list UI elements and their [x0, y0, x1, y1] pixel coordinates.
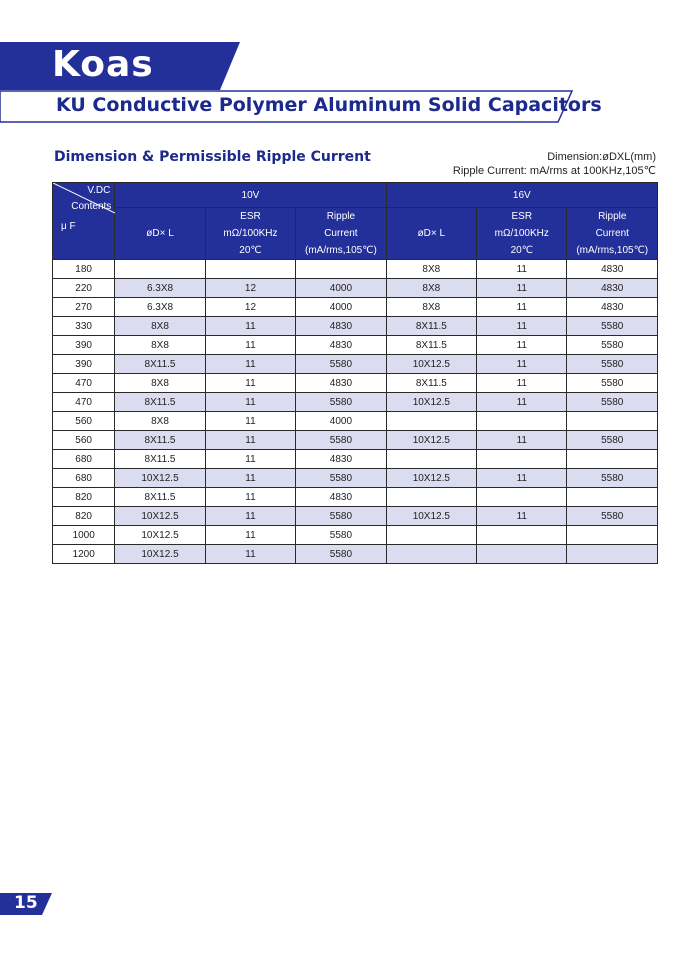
- table-row: [53, 431, 658, 450]
- ripple-10v-value: 5580: [329, 529, 353, 541]
- ripple-16v-cell: [567, 317, 658, 336]
- esr-16v-value: 11: [516, 396, 527, 408]
- capacitance-value: 820: [75, 491, 92, 503]
- ripple-16v-cell: [567, 469, 658, 488]
- esr-16v-cell: [477, 545, 567, 564]
- capacitance-cell: [53, 545, 115, 564]
- capacitance-value: 470: [75, 396, 92, 408]
- dim-16v-cell: [386, 393, 476, 412]
- capacitance-value: 820: [75, 510, 92, 522]
- ripple-10v-value: 4830: [329, 491, 353, 503]
- dim-10v-value: 8X8: [151, 320, 169, 332]
- capacitance-value: 220: [75, 282, 92, 294]
- dim-16v-value: 10X12.5: [412, 358, 450, 370]
- dim-16v-value: 10X12.5: [412, 396, 450, 408]
- esr-10v-cell: [205, 317, 295, 336]
- esr-10v-cell: [205, 298, 295, 317]
- capacitance-value: 680: [75, 472, 92, 484]
- ripple-16v-value: 5580: [601, 377, 624, 389]
- ripple-10v-cell: [296, 469, 386, 488]
- ripple-10v-value: 4000: [329, 415, 353, 427]
- esr-16v-value: 11: [516, 358, 527, 370]
- dim-16v-cell: [386, 431, 476, 450]
- dim-16v-cell: [386, 469, 476, 488]
- ripple-10v-value: 4000: [329, 301, 353, 313]
- esr-10v-value: 11: [245, 358, 256, 370]
- ripple-16v-cell: [567, 526, 658, 545]
- dim-10v-cell: [115, 317, 205, 336]
- uf-label: μ F: [61, 221, 76, 232]
- table-row: [53, 317, 658, 336]
- dim-10v-value: 10X12.5: [141, 472, 179, 484]
- ripple-header-line1: Ripple: [326, 211, 356, 222]
- ripple-10v-value: 4000: [329, 282, 353, 294]
- ripple-header-line1: Ripple: [598, 211, 627, 222]
- capacitance-cell: [53, 260, 115, 279]
- ripple-10v-cell: [296, 336, 386, 355]
- esr-header: [477, 208, 567, 260]
- esr-16v-cell: [477, 260, 567, 279]
- ripple-header-line2: Current: [595, 228, 629, 239]
- dim-10v-cell: [115, 545, 205, 564]
- capacitance-cell: [53, 450, 115, 469]
- capacitance-value: 680: [75, 453, 92, 465]
- ripple-10v-cell: [296, 412, 386, 431]
- capacitance-value: 390: [75, 339, 92, 351]
- esr-header-line2: mΩ/100KHz: [494, 228, 549, 239]
- esr-10v-value: 11: [245, 415, 256, 427]
- ripple-16v-cell: [567, 355, 658, 374]
- ripple-10v-cell: [296, 298, 386, 317]
- ripple-10v-value: 5580: [329, 358, 353, 370]
- dim-16v-cell: [386, 298, 476, 317]
- ripple-10v-cell: [296, 260, 386, 279]
- ripple-header: [567, 208, 658, 260]
- dim-16v-cell: [386, 260, 476, 279]
- esr-16v-cell: [477, 374, 567, 393]
- voltage-group-16v: 16V: [386, 183, 657, 208]
- esr-10v-cell: [205, 507, 295, 526]
- ripple-10v-value: 4830: [329, 339, 353, 351]
- ripple-16v-value: 5580: [601, 396, 624, 408]
- esr-16v-cell: [477, 450, 567, 469]
- ripple-10v-value: 5580: [329, 548, 353, 560]
- dim-16v-value: 8X8: [422, 301, 441, 313]
- capacitance-cell: [53, 526, 115, 545]
- capacitance-cell: [53, 507, 115, 526]
- esr-16v-cell: [477, 336, 567, 355]
- dim-10v-cell: [115, 507, 205, 526]
- ripple-16v-cell: [567, 507, 658, 526]
- capacitance-cell: [53, 393, 115, 412]
- ripple-16v-value: 5580: [601, 339, 624, 351]
- dim-10v-value: 8X8: [151, 339, 169, 351]
- capacitance-value: 330: [75, 320, 92, 332]
- esr-10v-cell: [205, 431, 295, 450]
- esr-16v-cell: [477, 431, 567, 450]
- corner-header: [53, 183, 115, 260]
- capacitance-value: 1200: [72, 548, 95, 560]
- esr-16v-value: 11: [516, 472, 527, 484]
- dim-10v-value: 10X12.5: [141, 548, 179, 560]
- dim-16v-value: 8X8: [422, 263, 441, 275]
- dim-16v-cell: [386, 545, 476, 564]
- table-row: [53, 507, 658, 526]
- ripple-16v-value: 5580: [601, 510, 624, 522]
- esr-10v-cell: [205, 374, 295, 393]
- ripple-16v-cell: [567, 545, 658, 564]
- ripple-10v-value: 5580: [329, 510, 353, 522]
- table-row: [53, 393, 658, 412]
- esr-16v-value: 11: [516, 320, 527, 332]
- table-row: [53, 279, 658, 298]
- dim-10v-value: 8X11.5: [144, 434, 176, 446]
- ripple-10v-value: 5580: [329, 396, 353, 408]
- esr-16v-cell: [477, 507, 567, 526]
- table-row: [53, 298, 658, 317]
- dim-16v-cell: [386, 374, 476, 393]
- capacitance-value: 390: [75, 358, 92, 370]
- ripple-16v-cell: [567, 298, 658, 317]
- ripple-10v-cell: [296, 393, 386, 412]
- dim-16v-value: 10X12.5: [412, 434, 450, 446]
- dim-16v-cell: [386, 488, 476, 507]
- esr-16v-value: 11: [516, 263, 527, 275]
- esr-10v-value: 11: [245, 472, 256, 484]
- capacitance-cell: [53, 336, 115, 355]
- esr-10v-cell: [205, 545, 295, 564]
- dim-10v-value: 8X11.5: [144, 491, 176, 503]
- ripple-16v-cell: [567, 393, 658, 412]
- ripple-16v-cell: [567, 412, 658, 431]
- dim-10v-value: 10X12.5: [141, 529, 179, 541]
- esr-10v-value: 11: [245, 396, 256, 408]
- ripple-16v-value: 5580: [601, 472, 624, 484]
- dim-10v-cell: [115, 279, 205, 298]
- esr-10v-cell: [205, 260, 295, 279]
- ripple-10v-cell: [296, 355, 386, 374]
- esr-10v-value: 11: [245, 510, 256, 522]
- esr-10v-cell: [205, 450, 295, 469]
- capacitance-cell: [53, 469, 115, 488]
- ripple-10v-cell: [296, 526, 386, 545]
- table-row: [53, 526, 658, 545]
- ripple-10v-value: 5580: [329, 434, 353, 446]
- esr-10v-cell: [205, 488, 295, 507]
- ripple-10v-cell: [296, 545, 386, 564]
- esr-10v-value: 12: [244, 282, 257, 294]
- capacitance-value: 1000: [72, 529, 95, 541]
- dim-10v-cell: [115, 355, 205, 374]
- dim-10v-value: 8X8: [151, 377, 169, 389]
- esr-16v-value: 11: [516, 434, 527, 446]
- ripple-10v-cell: [296, 431, 386, 450]
- esr-16v-value: 11: [516, 510, 527, 522]
- esr-10v-cell: [205, 393, 295, 412]
- brand-logo-text: Koas: [52, 44, 154, 85]
- table-row: [53, 488, 658, 507]
- ripple-note: Ripple Current: mA/rms at 100KHz,105℃: [452, 165, 656, 177]
- ripple-16v-cell: [567, 279, 658, 298]
- dim-10v-value: 6.3X8: [146, 282, 174, 294]
- table-row: [53, 450, 658, 469]
- ripple-10v-value: 4830: [329, 377, 353, 389]
- dim-16v-value: 8X8: [422, 282, 441, 294]
- esr-16v-value: 11: [516, 282, 527, 294]
- ripple-16v-cell: [567, 374, 658, 393]
- capacitance-value: 560: [75, 415, 92, 427]
- ripple-10v-cell: [296, 450, 386, 469]
- section-title: Dimension & Permissible Ripple Current: [54, 149, 371, 165]
- ripple-16v-cell: [567, 260, 658, 279]
- dim-10v-cell: [115, 488, 205, 507]
- dim-10v-cell: [115, 469, 205, 488]
- esr-10v-value: 11: [245, 320, 256, 332]
- ripple-16v-value: 5580: [601, 320, 624, 332]
- dim-10v-value: 8X11.5: [144, 453, 176, 465]
- esr-10v-value: 11: [245, 529, 256, 541]
- spec-table: [52, 182, 658, 564]
- capacitance-cell: [53, 374, 115, 393]
- ripple-16v-cell: [567, 450, 658, 469]
- table-row: [53, 374, 658, 393]
- ripple-10v-cell: [296, 374, 386, 393]
- esr-10v-value: 11: [245, 434, 256, 446]
- esr-16v-cell: [477, 488, 567, 507]
- esr-16v-cell: [477, 526, 567, 545]
- dim-header: øD× L: [115, 208, 205, 260]
- esr-16v-cell: [477, 393, 567, 412]
- esr-10v-cell: [205, 279, 295, 298]
- esr-10v-cell: [205, 336, 295, 355]
- table-row: [53, 469, 658, 488]
- esr-10v-cell: [205, 412, 295, 431]
- dim-header: øD× L: [386, 208, 476, 260]
- voltage-group-10v: 10V: [115, 183, 386, 208]
- dim-16v-value: 10X12.5: [412, 510, 450, 522]
- esr-16v-value: 11: [516, 377, 527, 389]
- capacitance-value: 180: [75, 263, 92, 275]
- ripple-header-line2: Current: [324, 228, 358, 239]
- page-number: 15: [14, 893, 38, 913]
- table-row: [53, 336, 658, 355]
- dim-16v-value: 10X12.5: [412, 472, 450, 484]
- table-row: [53, 355, 658, 374]
- esr-10v-value: 11: [245, 453, 256, 465]
- table-row: [53, 545, 658, 564]
- dim-10v-value: 8X8: [151, 415, 169, 427]
- dim-10v-cell: [115, 260, 205, 279]
- ripple-16v-cell: [567, 431, 658, 450]
- esr-10v-cell: [205, 526, 295, 545]
- dim-16v-value: 8X11.5: [415, 377, 447, 389]
- table-row: [53, 412, 658, 431]
- esr-16v-cell: [477, 279, 567, 298]
- dim-16v-cell: [386, 450, 476, 469]
- esr-10v-value: 11: [245, 377, 256, 389]
- dim-10v-cell: [115, 374, 205, 393]
- esr-10v-value: 11: [245, 491, 256, 503]
- ripple-16v-cell: [567, 488, 658, 507]
- capacitance-cell: [53, 431, 115, 450]
- capacitance-cell: [53, 355, 115, 374]
- esr-10v-value: 12: [244, 301, 257, 313]
- esr-10v-value: 11: [245, 548, 256, 560]
- spec-table-body: [53, 260, 658, 564]
- dim-10v-cell: [115, 450, 205, 469]
- ripple-16v-value: 5580: [601, 434, 624, 446]
- dim-10v-value: 8X11.5: [144, 358, 176, 370]
- ripple-header-line3: (mA/rms,105℃): [576, 245, 649, 256]
- esr-10v-cell: [205, 469, 295, 488]
- dim-10v-value: 6.3X8: [146, 301, 174, 313]
- dim-16v-cell: [386, 279, 476, 298]
- ripple-16v-cell: [567, 336, 658, 355]
- dim-10v-cell: [115, 431, 205, 450]
- esr-16v-cell: [477, 469, 567, 488]
- ripple-header-line3: (mA/rms,105℃): [304, 245, 377, 256]
- esr-10v-cell: [205, 355, 295, 374]
- ripple-10v-cell: [296, 279, 386, 298]
- dim-10v-value: 10X12.5: [141, 510, 179, 522]
- esr-16v-cell: [477, 412, 567, 431]
- dim-16v-cell: [386, 336, 476, 355]
- esr-header-line3: 20℃: [239, 245, 262, 256]
- esr-16v-cell: [477, 298, 567, 317]
- dim-16v-value: 8X11.5: [415, 320, 447, 332]
- dim-16v-cell: [386, 526, 476, 545]
- esr-header-line1: ESR: [511, 211, 533, 222]
- dim-16v-cell: [386, 355, 476, 374]
- dim-10v-cell: [115, 298, 205, 317]
- dimension-note: Dimension:øDXL(mm): [547, 151, 656, 163]
- esr-header-line2: mΩ/100KHz: [223, 228, 278, 239]
- ripple-10v-cell: [296, 317, 386, 336]
- dim-16v-cell: [386, 507, 476, 526]
- dim-16v-cell: [386, 412, 476, 431]
- ripple-10v-value: 4830: [329, 320, 353, 332]
- dim-10v-cell: [115, 336, 205, 355]
- esr-10v-value: 11: [245, 339, 256, 351]
- ripple-16v-value: 5580: [601, 358, 624, 370]
- dim-16v-value: 8X11.5: [415, 339, 447, 351]
- contents-label: Contents: [71, 201, 112, 212]
- ripple-10v-cell: [296, 488, 386, 507]
- esr-header: [205, 208, 295, 260]
- esr-16v-value: 11: [516, 301, 527, 313]
- ripple-10v-value: 5580: [329, 472, 353, 484]
- dim-10v-cell: [115, 526, 205, 545]
- ripple-header: [296, 208, 386, 260]
- table-row: [53, 260, 658, 279]
- capacitance-cell: [53, 279, 115, 298]
- esr-16v-cell: [477, 355, 567, 374]
- esr-16v-value: 11: [516, 339, 527, 351]
- ripple-10v-cell: [296, 507, 386, 526]
- capacitance-value: 270: [75, 301, 92, 313]
- capacitance-cell: [53, 298, 115, 317]
- capacitance-cell: [53, 412, 115, 431]
- vdc-label: V.DC: [87, 185, 111, 196]
- capacitance-value: 560: [75, 434, 92, 446]
- ripple-16v-value: 4830: [601, 301, 624, 313]
- ripple-16v-value: 4830: [601, 282, 624, 294]
- dim-10v-cell: [115, 393, 205, 412]
- dim-10v-value: 8X11.5: [144, 396, 176, 408]
- dim-16v-cell: [386, 317, 476, 336]
- ripple-10v-value: 4830: [329, 453, 353, 465]
- esr-header-line1: ESR: [240, 211, 261, 222]
- page-title: KU Conductive Polymer Aluminum Solid Capacitors: [56, 94, 602, 116]
- capacitance-cell: [53, 317, 115, 336]
- esr-16v-cell: [477, 317, 567, 336]
- esr-header-line3: 20℃: [510, 245, 533, 256]
- ripple-16v-value: 4830: [601, 263, 624, 275]
- dim-10v-cell: [115, 412, 205, 431]
- capacitance-cell: [53, 488, 115, 507]
- capacitance-value: 470: [75, 377, 92, 389]
